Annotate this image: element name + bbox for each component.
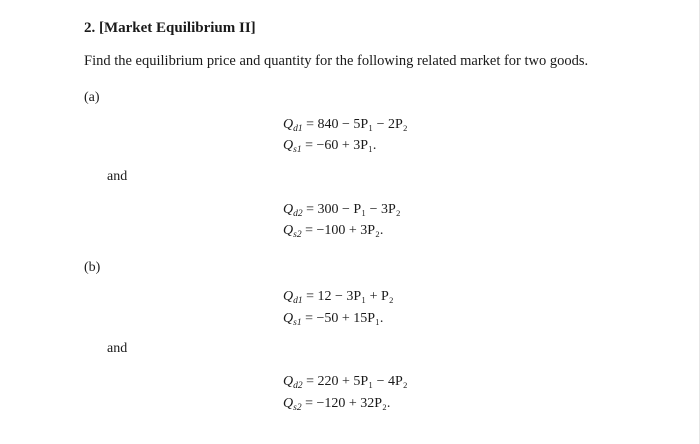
equation-lhs-var: Q	[283, 311, 294, 326]
equation-rhs: = −50 + 15P₁.	[305, 311, 384, 326]
part-a-and-label: and	[107, 169, 128, 184]
equation-lhs-sub: d2	[293, 209, 303, 219]
equation-lhs-var: Q	[283, 374, 294, 389]
equation-rhs: = 220 + 5P₁ − 4P₂	[306, 374, 408, 389]
equation-b-demand-1	[283, 289, 394, 305]
equation-lhs-var: Q	[283, 396, 294, 411]
equation-lhs-sub: d1	[293, 296, 303, 306]
equation-lhs-var: Q	[283, 117, 294, 132]
problem-title: 2. [Market Equilibrium II]	[84, 20, 256, 36]
equation-lhs-var: Q	[283, 202, 294, 217]
equation-a-demand-1	[283, 117, 408, 133]
equation-b-demand-2	[283, 374, 408, 390]
equation-rhs: = −100 + 3P₂.	[305, 223, 384, 238]
equation-rhs: = −120 + 32P₂.	[305, 396, 391, 411]
equation-lhs-sub: s1	[293, 145, 302, 155]
equation-a-supply-2	[283, 223, 383, 239]
part-b-label: (b)	[84, 260, 101, 275]
problem-instructions: Find the equilibrium price and quantity for the following related market for two goods.	[84, 53, 589, 69]
part-b-and-label: and	[107, 341, 128, 356]
equation-lhs-sub: s1	[293, 318, 302, 328]
equation-lhs-var: Q	[283, 223, 294, 238]
equation-rhs: = 12 − 3P₁ + P₂	[306, 289, 394, 304]
equation-b-supply-1	[283, 311, 383, 327]
equation-lhs-sub: d1	[293, 124, 303, 134]
equation-b-supply-2	[283, 396, 390, 412]
equation-rhs: = 840 − 5P₁ − 2P₂	[306, 117, 408, 132]
equation-a-supply-1	[283, 138, 376, 154]
equation-lhs-sub: s2	[293, 230, 302, 240]
equation-rhs: = −60 + 3P₁.	[305, 138, 377, 153]
equation-lhs-var: Q	[283, 138, 294, 153]
equation-lhs-sub: d2	[293, 381, 303, 391]
equation-rhs: = 300 − P₁ − 3P₂	[306, 202, 401, 217]
equation-lhs-var: Q	[283, 289, 294, 304]
part-a-label: (a)	[84, 90, 100, 105]
equation-lhs-sub: s2	[293, 403, 302, 413]
equation-a-demand-2	[283, 202, 401, 218]
